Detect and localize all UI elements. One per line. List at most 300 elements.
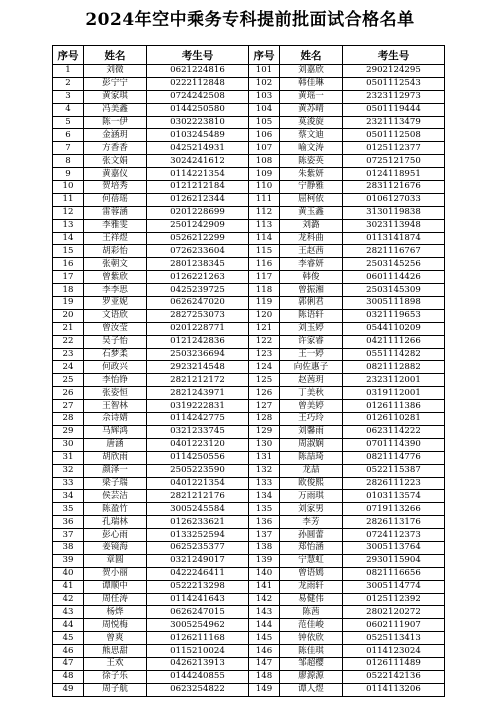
left-name-cell: 谭顺中: [84, 580, 147, 593]
right-exam-no-cell: 0701114390: [343, 438, 445, 451]
right-name-cell: 刘玉婷: [280, 322, 343, 335]
right-name-cell: 陈佳琪: [280, 645, 343, 658]
right-name-cell: 陈语轩: [280, 309, 343, 322]
right-exam-no-cell: 0124118951: [343, 168, 445, 181]
left-seq-cell: 36: [53, 516, 84, 529]
left-name-cell: 曾汝莹: [84, 322, 147, 335]
right-name-cell: 陈喆琦: [280, 451, 343, 464]
table-row: [53, 451, 445, 464]
left-seq-cell: 42: [53, 593, 84, 606]
right-name-cell: 陈茜: [280, 606, 343, 619]
left-name-cell: 罗亚妮: [84, 297, 147, 310]
left-exam-no-cell: 2801238345: [147, 258, 249, 271]
left-exam-no-cell: 0222112848: [147, 77, 249, 90]
right-name-cell: 陈姿英: [280, 155, 343, 168]
table-row: [53, 529, 445, 542]
left-exam-no-cell: 0103245489: [147, 129, 249, 142]
right-exam-no-cell: 3005114774: [343, 580, 445, 593]
right-seq-cell: 132: [249, 464, 280, 477]
table-row: [53, 103, 445, 116]
table-row: [53, 464, 445, 477]
right-exam-no-cell: 0602111907: [343, 619, 445, 632]
right-exam-no-cell: 0724112373: [343, 529, 445, 542]
right-exam-no-cell: 0719113266: [343, 503, 445, 516]
table-row: [53, 309, 445, 322]
left-exam-no-cell: 0302223810: [147, 116, 249, 129]
right-seq-cell: 141: [249, 580, 280, 593]
right-exam-no-cell: 2826113176: [343, 516, 445, 529]
right-seq-cell: 103: [249, 90, 280, 103]
right-exam-no-cell: 3005111898: [343, 297, 445, 310]
left-name-cell: 贺小丽: [84, 567, 147, 580]
header-row: [53, 46, 445, 65]
right-exam-no-cell: 2930115904: [343, 554, 445, 567]
right-exam-no-cell: 0601114426: [343, 271, 445, 284]
left-name-cell: 佘诗婧: [84, 413, 147, 426]
header-exam-no-left: 考生号: [147, 46, 249, 65]
left-name-cell: 胡彩怡: [84, 245, 147, 258]
left-seq-cell: 14: [53, 232, 84, 245]
right-exam-no-cell: 0125112392: [343, 593, 445, 606]
right-name-cell: 刘嘉欣: [280, 65, 343, 78]
right-name-cell: 刘馨雨: [280, 425, 343, 438]
right-seq-cell: 102: [249, 77, 280, 90]
left-name-cell: 方香香: [84, 142, 147, 155]
right-name-cell: 龙科曲: [280, 232, 343, 245]
table-row: [53, 657, 445, 670]
right-seq-cell: 119: [249, 297, 280, 310]
right-name-cell: 王赵茜: [280, 245, 343, 258]
right-seq-cell: 127: [249, 400, 280, 413]
right-name-cell: 赵茜玥: [280, 374, 343, 387]
left-name-cell: 雷蓉涵: [84, 206, 147, 219]
right-name-cell: 向佐惠子: [280, 361, 343, 374]
right-seq-cell: 137: [249, 529, 280, 542]
right-exam-no-cell: 2503145256: [343, 258, 445, 271]
left-exam-no-cell: 0201228699: [147, 206, 249, 219]
left-exam-no-cell: 0319222831: [147, 400, 249, 413]
right-name-cell: 莫浚旋: [280, 116, 343, 129]
left-seq-cell: 25: [53, 374, 84, 387]
right-exam-no-cell: 0551114282: [343, 348, 445, 361]
right-exam-no-cell: 2821116767: [343, 245, 445, 258]
left-name-cell: 张文娟: [84, 155, 147, 168]
left-seq-cell: 31: [53, 451, 84, 464]
table-row: [53, 619, 445, 632]
right-name-cell: 刘潞: [280, 219, 343, 232]
left-name-cell: 彭宁宁: [84, 77, 147, 90]
left-exam-no-cell: 2821212176: [147, 490, 249, 503]
left-name-cell: 何政兴: [84, 361, 147, 374]
table-row: [53, 361, 445, 374]
table-row: [53, 554, 445, 567]
left-name-cell: 周任涛: [84, 593, 147, 606]
right-name-cell: 邹超樱: [280, 657, 343, 670]
table-row: [53, 271, 445, 284]
right-seq-cell: 143: [249, 606, 280, 619]
left-name-cell: 梁子瑞: [84, 477, 147, 490]
right-exam-no-cell: 2831121676: [343, 181, 445, 194]
right-name-cell: 韩俊: [280, 271, 343, 284]
right-name-cell: 易健伟: [280, 593, 343, 606]
right-exam-no-cell: 0113141874: [343, 232, 445, 245]
left-name-cell: 文语欣: [84, 309, 147, 322]
left-exam-no-cell: 0126233621: [147, 516, 249, 529]
table-row: [53, 348, 445, 361]
page-title: 2024年空中乘务专科提前批面试合格名单: [85, 10, 415, 30]
left-seq-cell: 3: [53, 90, 84, 103]
left-exam-no-cell: 0621224816: [147, 65, 249, 78]
right-name-cell: 朱紫妍: [280, 168, 343, 181]
left-seq-cell: 33: [53, 477, 84, 490]
table-row: [53, 516, 445, 529]
right-seq-cell: 117: [249, 271, 280, 284]
table-row: [53, 129, 445, 142]
right-name-cell: 孙圆蕾: [280, 529, 343, 542]
right-exam-no-cell: 0125112377: [343, 142, 445, 155]
right-exam-no-cell: 0114123024: [343, 645, 445, 658]
right-name-cell: 韩佳琳: [280, 77, 343, 90]
table-row: [53, 413, 445, 426]
right-exam-no-cell: 0821114776: [343, 451, 445, 464]
left-exam-no-cell: 0526212299: [147, 232, 249, 245]
left-exam-no-cell: 0425214931: [147, 142, 249, 155]
right-seq-cell: 136: [249, 516, 280, 529]
left-name-cell: 张朝文: [84, 258, 147, 271]
roster-table: [52, 45, 445, 697]
left-seq-cell: 23: [53, 348, 84, 361]
left-seq-cell: 26: [53, 387, 84, 400]
table-row: [53, 490, 445, 503]
right-name-cell: 龙喆: [280, 464, 343, 477]
left-exam-no-cell: 2827253073: [147, 309, 249, 322]
left-seq-cell: 39: [53, 554, 84, 567]
left-name-cell: 唐涵: [84, 438, 147, 451]
right-name-cell: 王巧玲: [280, 413, 343, 426]
left-name-cell: 章圆: [84, 554, 147, 567]
left-seq-cell: 10: [53, 181, 84, 194]
right-name-cell: 蔡文迪: [280, 129, 343, 142]
left-name-cell: 彭心雨: [84, 529, 147, 542]
right-exam-no-cell: 0821116656: [343, 567, 445, 580]
left-exam-no-cell: 2821212172: [147, 374, 249, 387]
right-exam-no-cell: 0126111386: [343, 400, 445, 413]
right-exam-no-cell: 0544110209: [343, 322, 445, 335]
left-exam-no-cell: 0726233604: [147, 245, 249, 258]
table-row: [53, 400, 445, 413]
left-exam-no-cell: 0114241643: [147, 593, 249, 606]
left-exam-no-cell: 0133252594: [147, 529, 249, 542]
right-exam-no-cell: 2323112001: [343, 374, 445, 387]
right-name-cell: 喻文涛: [280, 142, 343, 155]
right-exam-no-cell: 0126110281: [343, 413, 445, 426]
left-seq-cell: 21: [53, 322, 84, 335]
left-name-cell: 黄家琪: [84, 90, 147, 103]
left-seq-cell: 38: [53, 541, 84, 554]
right-seq-cell: 121: [249, 322, 280, 335]
right-seq-cell: 145: [249, 632, 280, 645]
left-exam-no-cell: 0426213913: [147, 657, 249, 670]
left-name-cell: 杨烨: [84, 606, 147, 619]
right-name-cell: 李睿妍: [280, 258, 343, 271]
right-exam-no-cell: 0725121750: [343, 155, 445, 168]
left-seq-cell: 43: [53, 606, 84, 619]
table-row: [53, 541, 445, 554]
left-name-cell: 胡欣雨: [84, 451, 147, 464]
left-seq-cell: 37: [53, 529, 84, 542]
left-name-cell: 吴子怡: [84, 335, 147, 348]
left-exam-no-cell: 0114250556: [147, 451, 249, 464]
right-seq-cell: 113: [249, 219, 280, 232]
right-seq-cell: 123: [249, 348, 280, 361]
right-seq-cell: 142: [249, 593, 280, 606]
left-exam-no-cell: 2505223590: [147, 464, 249, 477]
right-seq-cell: 148: [249, 670, 280, 683]
table-row: [53, 155, 445, 168]
left-seq-cell: 19: [53, 297, 84, 310]
right-exam-no-cell: 0522115387: [343, 464, 445, 477]
left-exam-no-cell: 0623254822: [147, 683, 249, 696]
left-seq-cell: 24: [53, 361, 84, 374]
left-name-cell: 周子航: [84, 683, 147, 696]
left-seq-cell: 29: [53, 425, 84, 438]
right-seq-cell: 147: [249, 657, 280, 670]
left-seq-cell: 2: [53, 77, 84, 90]
right-name-cell: 廖源源: [280, 670, 343, 683]
table-row: [53, 245, 445, 258]
right-name-cell: 万雨琪: [280, 490, 343, 503]
left-exam-no-cell: 0126211168: [147, 632, 249, 645]
left-exam-no-cell: 0115210024: [147, 645, 249, 658]
right-exam-no-cell: 0114113206: [343, 683, 445, 696]
left-seq-cell: 13: [53, 219, 84, 232]
right-exam-no-cell: 3130119838: [343, 206, 445, 219]
table-row: [53, 77, 445, 90]
right-seq-cell: 144: [249, 619, 280, 632]
right-name-cell: 王一婷: [280, 348, 343, 361]
left-exam-no-cell: 0201228771: [147, 322, 249, 335]
right-seq-cell: 128: [249, 413, 280, 426]
right-name-cell: 黄玉鑫: [280, 206, 343, 219]
left-seq-cell: 11: [53, 193, 84, 206]
left-seq-cell: 34: [53, 490, 84, 503]
table-row: [53, 477, 445, 490]
right-exam-no-cell: 0501119444: [343, 103, 445, 116]
left-exam-no-cell: 3024241612: [147, 155, 249, 168]
left-name-cell: 周悦梅: [84, 619, 147, 632]
right-exam-no-cell: 0525113413: [343, 632, 445, 645]
right-seq-cell: 115: [249, 245, 280, 258]
right-exam-no-cell: 2503145309: [343, 284, 445, 297]
table-row: [53, 645, 445, 658]
table-row: [53, 206, 445, 219]
roster-body: [53, 65, 445, 697]
left-exam-no-cell: 2501242909: [147, 219, 249, 232]
left-name-cell: 张姿恒: [84, 387, 147, 400]
right-exam-no-cell: 0421111266: [343, 335, 445, 348]
right-exam-no-cell: 2802120272: [343, 606, 445, 619]
right-name-cell: 刘家男: [280, 503, 343, 516]
left-name-cell: 李雅雯: [84, 219, 147, 232]
left-exam-no-cell: 0625235377: [147, 541, 249, 554]
left-name-cell: 陈盈竹: [84, 503, 147, 516]
right-name-cell: 黄瑶一: [280, 90, 343, 103]
table-row: [53, 567, 445, 580]
right-seq-cell: 146: [249, 645, 280, 658]
right-name-cell: 龙雨轩: [280, 580, 343, 593]
left-name-cell: 曾爽: [84, 632, 147, 645]
right-exam-no-cell: 2321113479: [343, 116, 445, 129]
header-name-right: 姓名: [280, 46, 343, 65]
left-exam-no-cell: 3005254962: [147, 619, 249, 632]
table-row: [53, 168, 445, 181]
table-row: [53, 683, 445, 696]
table-row: [53, 387, 445, 400]
right-name-cell: 钟依欣: [280, 632, 343, 645]
table-row: [53, 593, 445, 606]
left-exam-no-cell: 0321249017: [147, 554, 249, 567]
right-seq-cell: 118: [249, 284, 280, 297]
table-row: [53, 116, 445, 129]
right-seq-cell: 138: [249, 541, 280, 554]
left-exam-no-cell: 0114221354: [147, 168, 249, 181]
left-exam-no-cell: 0121212184: [147, 181, 249, 194]
left-seq-cell: 32: [53, 464, 84, 477]
left-seq-cell: 35: [53, 503, 84, 516]
left-exam-no-cell: 3005245584: [147, 503, 249, 516]
left-exam-no-cell: 2923214548: [147, 361, 249, 374]
left-name-cell: 金涵玥: [84, 129, 147, 142]
right-seq-cell: 139: [249, 554, 280, 567]
right-exam-no-cell: 0501112543: [343, 77, 445, 90]
table-row: [53, 297, 445, 310]
left-exam-no-cell: 0425239725: [147, 284, 249, 297]
right-name-cell: 黄苏晴: [280, 103, 343, 116]
right-seq-cell: 130: [249, 438, 280, 451]
left-seq-cell: 18: [53, 284, 84, 297]
header-seq-left: 序号: [53, 46, 84, 65]
table-row: [53, 425, 445, 438]
right-name-cell: 曾振湘: [280, 284, 343, 297]
table-row: [53, 580, 445, 593]
left-seq-cell: 7: [53, 142, 84, 155]
left-exam-no-cell: 0401221354: [147, 477, 249, 490]
left-seq-cell: 49: [53, 683, 84, 696]
left-name-cell: 冯美鑫: [84, 103, 147, 116]
left-exam-no-cell: 0321233745: [147, 425, 249, 438]
left-exam-no-cell: 2821243971: [147, 387, 249, 400]
table-row: [53, 503, 445, 516]
right-exam-no-cell: 0319112001: [343, 387, 445, 400]
right-name-cell: 许家睿: [280, 335, 343, 348]
left-exam-no-cell: 0724242508: [147, 90, 249, 103]
left-seq-cell: 17: [53, 271, 84, 284]
right-seq-cell: 101: [249, 65, 280, 78]
left-seq-cell: 4: [53, 103, 84, 116]
right-name-cell: 郭俐君: [280, 297, 343, 310]
left-seq-cell: 27: [53, 400, 84, 413]
right-name-cell: 丁美秋: [280, 387, 343, 400]
right-name-cell: 欧俊熙: [280, 477, 343, 490]
table-row: [53, 632, 445, 645]
right-seq-cell: 111: [249, 193, 280, 206]
left-seq-cell: 20: [53, 309, 84, 322]
header-exam-no-right: 考生号: [343, 46, 445, 65]
right-seq-cell: 131: [249, 451, 280, 464]
right-name-cell: 曾美婷: [280, 400, 343, 413]
right-exam-no-cell: 3005113764: [343, 541, 445, 554]
left-exam-no-cell: 0144240855: [147, 670, 249, 683]
right-seq-cell: 124: [249, 361, 280, 374]
right-seq-cell: 126: [249, 387, 280, 400]
right-seq-cell: 106: [249, 129, 280, 142]
left-seq-cell: 46: [53, 645, 84, 658]
right-exam-no-cell: 3023113948: [343, 219, 445, 232]
right-seq-cell: 107: [249, 142, 280, 155]
left-seq-cell: 30: [53, 438, 84, 451]
table-row: [53, 284, 445, 297]
left-seq-cell: 41: [53, 580, 84, 593]
left-name-cell: 徐子乐: [84, 670, 147, 683]
left-exam-no-cell: 0522213298: [147, 580, 249, 593]
left-name-cell: 姜镜海: [84, 541, 147, 554]
left-exam-no-cell: 0126221263: [147, 271, 249, 284]
right-name-cell: 谭人煜: [280, 683, 343, 696]
right-name-cell: 曾语嫣: [280, 567, 343, 580]
right-name-cell: 周淑娴: [280, 438, 343, 451]
left-seq-cell: 15: [53, 245, 84, 258]
left-exam-no-cell: 0401223120: [147, 438, 249, 451]
table-row: [53, 438, 445, 451]
right-seq-cell: 112: [249, 206, 280, 219]
left-name-cell: 陈一伊: [84, 116, 147, 129]
right-exam-no-cell: 0522142136: [343, 670, 445, 683]
right-exam-no-cell: 2826111223: [343, 477, 445, 490]
right-seq-cell: 109: [249, 168, 280, 181]
left-exam-no-cell: 0626247020: [147, 297, 249, 310]
right-seq-cell: 114: [249, 232, 280, 245]
right-name-cell: 宁慧虹: [280, 554, 343, 567]
right-seq-cell: 133: [249, 477, 280, 490]
left-seq-cell: 12: [53, 206, 84, 219]
left-name-cell: 王祥煜: [84, 232, 147, 245]
left-name-cell: 侯芸洁: [84, 490, 147, 503]
left-seq-cell: 5: [53, 116, 84, 129]
left-name-cell: 刘微: [84, 65, 147, 78]
left-seq-cell: 47: [53, 657, 84, 670]
header-seq-right: 序号: [249, 46, 280, 65]
table-row: [53, 181, 445, 194]
left-seq-cell: 44: [53, 619, 84, 632]
header-name-left: 姓名: [84, 46, 147, 65]
left-seq-cell: 28: [53, 413, 84, 426]
left-name-cell: 颜泽一: [84, 464, 147, 477]
left-name-cell: 熊思甜: [84, 645, 147, 658]
left-name-cell: 李李思: [84, 284, 147, 297]
left-name-cell: 曾紫欣: [84, 271, 147, 284]
right-seq-cell: 108: [249, 155, 280, 168]
table-row: [53, 322, 445, 335]
left-seq-cell: 16: [53, 258, 84, 271]
right-seq-cell: 105: [249, 116, 280, 129]
right-exam-no-cell: 2323112973: [343, 90, 445, 103]
left-seq-cell: 40: [53, 567, 84, 580]
right-name-cell: 范佳峻: [280, 619, 343, 632]
right-seq-cell: 122: [249, 335, 280, 348]
table-row: [53, 193, 445, 206]
table-row: [53, 65, 445, 78]
table-row: [53, 219, 445, 232]
